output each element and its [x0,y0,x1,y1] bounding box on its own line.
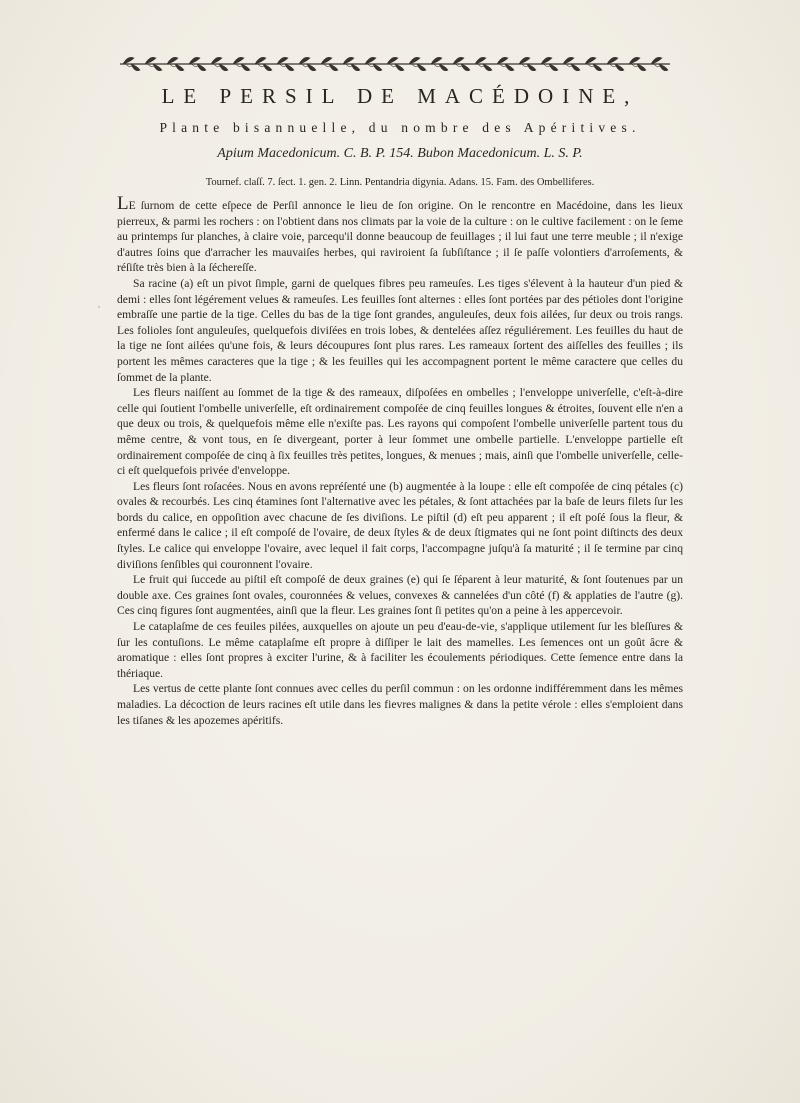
classification-line: Tournef. claſſ. 7. ſect. 1. gen. 2. Linn. Pentandria digynia. Adans. 15. Fam. des Ombelliferes. [205,177,595,188]
margin-mark: , [98,300,100,309]
paragraph-7: Les vertus de cette plante ſont connues avec celles du perſil commun : on les ordonne indifféremment dans les mêmes maladies. La décoction de leurs racines eſt utile dans les fievres malignes & dans la petite vérole : elles s'emploient dans les tiſanes & les apozemes apéritifs. [117,682,683,727]
page-subtitle: Plante bisannuelle, du nombre des Apéritives. [159,120,641,135]
paragraph-4: Les fleurs ſont roſacées. Nous en avons repréſenté une (b) augmentée à la loupe : elle eſt compoſée de cinq pétales (c) ovales & recourbés. Les cinq étamines ſont l'alternative avec les pétales, & ſont attachées par la baſe de leurs filets ſur les bords du calice, en oppoſition avec chacune de ſes diviſions. Le piſtil (d) eſt peu apparent ; il eſt poſé ſous la fleur, & enfermé dans le calice ; il eſt compoſé de l'ovaire, de deux ſtyles & de deux ſtigmates qui ne ſont point diſtincts des deux ſtyles. Le calice qui enveloppe l'ovaire, avec lequel il fait corps, l'accompagne juſqu'à ſa maturité ; il ſe termine par cinq diviſions ſenſibles qui couronnent l'ovaire. [117,479,683,571]
page-title: LE PERSIL DE MACÉDOINE, [161,84,639,108]
paragraph-1 [117,193,683,276]
paragraph-2: Sa racine (a) eſt un pivot ſimple, garni de quelques fibres peu rameuſes. Les tiges s'élevent à la hauteur d'un pied & demi : elles ſont légérement velues & rameuſes. Les feuilles ſont alternes : elles ſont portées par des pétioles dont l'origine embraſſe une partie de la tige. Celles du bas de la tige ſont grandes, anguleuſes, deux fois ailées, ſur deux ou trois rangs. Les folioles ſont anguleuſes, quelquefois diviſées en trois lobes, & dentelées aſſez réguliérement. Les feuilles du haut de la tige ne ſont ailées qu'une fois, & leurs découpures ſont plus rares. Les rameaux ſortent des aiſſelles des feuilles ; ils portent les mêmes caracteres que la tige ; & les feuilles qui les accompagnent portent le même caractere que celles du ſommet de la plante. [117,276,683,384]
latin-names: Apium Macedonicum. C. B. P. 154. Bubon Macedonicum. L. S. P. [217,146,583,161]
decorative-border-ornament [120,54,670,74]
drop-cap: L [117,193,129,214]
body-text [117,193,683,728]
paragraph-3: Les fleurs naiſſent au ſommet de la tige & des rameaux, diſpoſées en ombelles ; l'enveloppe univerſelle, c'eſt-à-dire celle qui ſoutient l'ombelle univerſelle, eſt ordinairement compoſée de cinq feuilles longues & étroites, ſouvent elle n'en a que deux ou trois, & quelquefois même elle n'exiſte pas. Les rayons qui compoſent l'ombelle univerſelle partent tous du même centre, & vont tous, en ſe divergeant, porter à leur ſommet une ombelle partielle. L'enveloppe partielle eſt ordinairement compoſée de cinq à ſix feuilles très petites, longues, & menues ; mais, ainſi que l'ombelle univerſelle, celle-ci eſt quelquefois privée d'enveloppe. [117,386,683,478]
paragraph-6: Le cataplaſme de ces feuiles pilées, auxquelles on ajoute un peu d'eau-de-vie, s'applique utilement ſur les bleſſures & ſur les contuſions. Le même cataplaſme eſt propre à diſſiper le lait des mamelles. Les ſemences ont un goût âcre & aromatique : elles ſont propres à exciter l'urine, & à faciliter les écoulements périodiques. Cette ſemence entre dans la thériaque. [117,620,683,680]
paragraph-5: Le fruit qui ſuccede au piſtil eſt compoſé de deux graines (e) qui ſe ſéparent à leur maturité, & ſont ſoutenues par un double axe. Ces graines ſont ovales, couronnées & velues, convexes & cannelées d'un côté (f) & applaties de l'autre (g). Ces cinq figures ſont augmentées, ainſi que la fleur. Les graines ſont ſi petites qu'on a peine à les appercevoir. [117,573,683,618]
paragraph-text: E ſurnom de cette eſpece de Perſil annonce le lieu de ſon origine. On le rencontre en Macédoine, dans les lieux pierreux, & parmi les rochers : on l'obtient dans nos climats par la voie de la culture : on le cultive facilement : on le ſeme au printemps ſur planches, à claire voie, parcequ'il donne beaucoup de feuillages ; il lui faut une terre meuble ; il n'exige d'autres ſoins que d'arracher les mauvaiſes herbes, qui raviroient ſa ſubſiſtance ; il ſe paſſe volontiers d'arroſements, & réſiſte très bien à la ſéchereſſe. [117,199,683,275]
